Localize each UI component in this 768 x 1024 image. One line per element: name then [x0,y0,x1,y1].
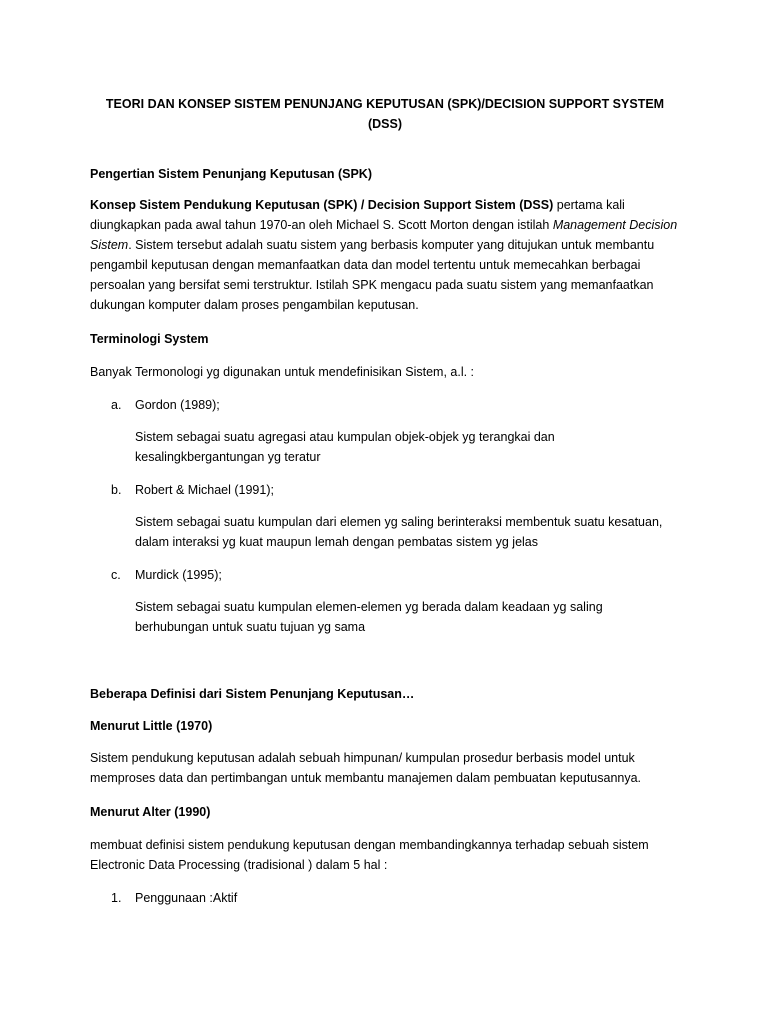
heading-definisi: Beberapa Definisi dari Sistem Penunjang Keputusan… [90,687,415,701]
list-marker-1: 1. [111,891,122,905]
list-label-gordon: Gordon (1989); [135,398,220,412]
heading-little: Menurut Little (1970) [90,719,213,733]
paragraph-text-1: pertama kali diungkapkan pada awal tahun 1970-an oleh Michael S. Scott Morton dengan istilah [90,198,625,232]
list-marker-c: c. [111,568,121,582]
paragraph-bold-lead: Konsep Sistem Pendukung Keputusan (SPK) / Decision Support Sistem (DSS) [90,198,554,212]
list-desc-gordon [135,427,675,467]
alter-line-2: Electronic Data Processing (tradisional ) dalam 5 hal : [90,858,388,872]
desc-line-1: Sistem sebagai suatu kumpulan dari elemen yg saling berinteraksi membentuk suatu kesatuan, [135,515,663,529]
desc-line-2: berhubungan untuk suatu tujuan yg sama [135,620,366,634]
desc-line-2: kesalingkbergantungan yg teratur [135,450,321,464]
paragraph-alter [90,835,680,875]
terminologi-intro: Banyak Termonologi yg digunakan untuk mendefinisikan Sistem, a.l. : [90,365,475,379]
heading-terminologi: Terminologi System [90,332,209,346]
heading-pengertian: Pengertian Sistem Penunjang Keputusan (SPK) [90,167,372,181]
paragraph-pengertian [90,195,680,315]
list-desc-robert-michael [135,512,675,552]
document-title [90,94,680,134]
desc-line-2: dalam interaksi yg kuat maupun lemah dengan pembatas sistem yg jelas [135,535,538,549]
little-line-2: memproses data dan pertimbangan untuk membantu manajemen dalam pembuatan keputusannya. [90,771,642,785]
paragraph-text-2: . Sistem tersebut adalah suatu sistem yang berbasis komputer yang ditujukan untuk membantu pengambil keputusan dengan memanfaatkan data dan model tertentu untuk memecahkan berbagai persoalan yang bersifat semi terstruktur. Istilah SPK mengacu pada suatu sistem yang memanfaatkan dukungan komputer dalam proses pengambilan keputusan. [90,238,655,312]
title-line-2: (DSS) [367,117,403,131]
list-marker-a: a. [111,398,122,412]
desc-line-1: Sistem sebagai suatu kumpulan elemen-elemen yg berada dalam keadaan yg saling [135,600,603,614]
list-label-murdick: Murdick (1995); [135,568,222,582]
list-marker-b: b. [111,483,122,497]
list-desc-murdick [135,597,675,637]
desc-line-1: Sistem sebagai suatu agregasi atau kumpulan objek-objek yg terangkai dan [135,430,555,444]
little-line-1: Sistem pendukung keputusan adalah sebuah himpunan/ kumpulan prosedur berbasis model untuk [90,751,635,765]
heading-alter: Menurut Alter (1990) [90,805,211,819]
paragraph-italic-term: Management Decision Sistem [90,218,678,252]
list-label-penggunaan: Penggunaan :Aktif [135,891,238,905]
list-label-robert-michael: Robert & Michael (1991); [135,483,274,497]
title-line-1: TEORI DAN KONSEP SISTEM PENUNJANG KEPUTUSAN (SPK)/DECISION SUPPORT SYSTEM [105,97,665,111]
alter-line-1: membuat definisi sistem pendukung keputusan dengan membandingkannya terhadap sebuah sistem [90,838,649,852]
paragraph-little [90,748,680,788]
